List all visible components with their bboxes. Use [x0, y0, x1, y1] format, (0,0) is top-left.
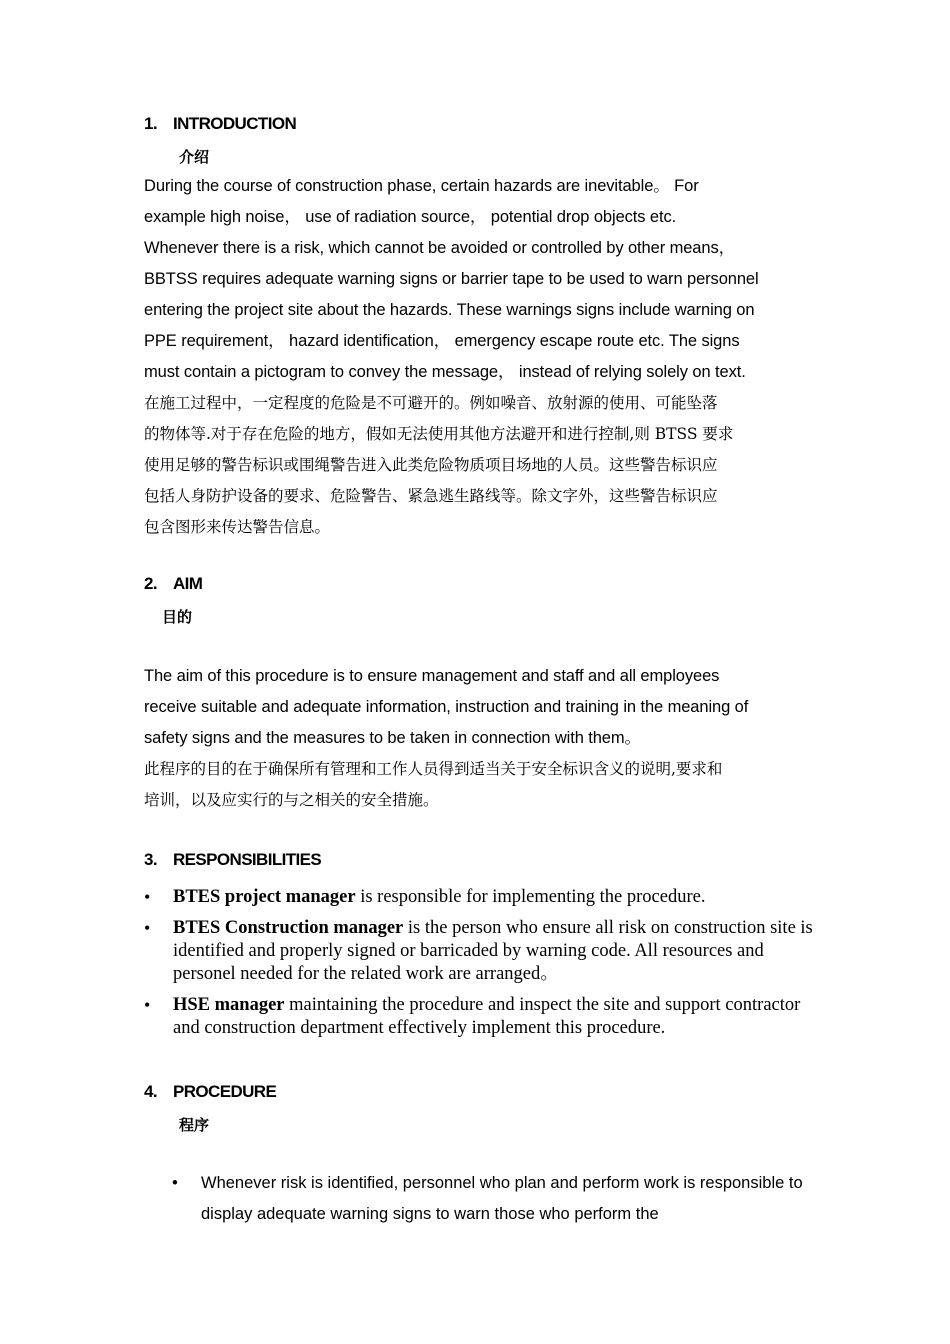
- text-line: entering the project site about the hazards. These warnings signs include warning on: [144, 301, 755, 319]
- bullet-icon: •: [144, 918, 151, 938]
- text-line: must contain a pictogram to convey the message， instead of relying solely on text.: [144, 363, 746, 381]
- section-title: AIM: [173, 574, 203, 593]
- role-name: HSE manager: [173, 995, 285, 1015]
- text-line: PPE requirement， hazard identification， emergency escape route etc. The signs: [144, 332, 740, 350]
- text-line: The aim of this procedure is to ensure management and staff and all employees: [144, 667, 720, 685]
- procedure-list: [172, 1168, 812, 1230]
- section-subtitle-cn: 目的: [162, 608, 193, 626]
- text-line: 包含图形来传达警告信息。: [144, 518, 331, 536]
- section-title: PROCEDURE: [173, 1082, 277, 1101]
- role-description: maintaining the procedure and inspect the site and support contractor and construction department effectively implement this procedure.: [173, 995, 801, 1038]
- role-description: is responsible for implementing the procedure.: [355, 887, 706, 907]
- list-item: [172, 1168, 812, 1230]
- list-item: [144, 994, 814, 1040]
- section-subtitle-cn: 程序: [179, 1116, 210, 1134]
- section-heading-responsibilities: [144, 850, 321, 870]
- section-heading-introduction: [144, 114, 296, 134]
- text-line: receive suitable and adequate information, instruction and training in the meaning of: [144, 698, 749, 716]
- text-line: 此程序的目的在于确保所有管理和工作人员得到适当关于安全标识含义的说明,要求和: [144, 760, 723, 778]
- section-number: 2.: [144, 574, 157, 593]
- role-description: is the person who ensure all risk on construction site is identified and properly signed or barricaded by warning code. All resources and personel needed for the related work are arranged。: [173, 918, 813, 984]
- text-line: 培训，以及应实行的与之相关的安全措施。: [144, 791, 439, 809]
- text-line: safety signs and the measures to be taken in connection with them。: [144, 729, 641, 747]
- bullet-icon: •: [144, 995, 151, 1015]
- text-line: 的物体等.对于存在危险的地方，假如无法使用其他方法避开和进行控制,则 BTSS 要求: [144, 425, 734, 443]
- section-title: INTRODUCTION: [173, 114, 297, 133]
- text-line: 在施工过程中，一定程度的危险是不可避开的。例如噪音、放射源的使用、可能坠落: [144, 394, 718, 412]
- role-name: BTES Construction manager: [173, 918, 404, 938]
- section-heading-procedure: [144, 1082, 276, 1102]
- aim-paragraph-en: [144, 661, 814, 754]
- section-number: 1.: [144, 114, 157, 133]
- text-line: example high noise， use of radiation source， potential drop objects etc.: [144, 208, 677, 226]
- text-line: During the course of construction phase, certain hazards are inevitable。 For: [144, 177, 699, 195]
- section-number: 3.: [144, 850, 157, 869]
- list-item: [144, 917, 814, 986]
- procedure-step-text: Whenever risk is identified, personnel who plan and perform work is responsible to display adequate warning signs to warn those who perform the: [201, 1174, 803, 1223]
- bullet-icon: •: [172, 1174, 178, 1192]
- section-heading-aim: [144, 574, 202, 594]
- introduction-paragraph-cn: [144, 388, 809, 543]
- role-name: BTES project manager: [173, 887, 356, 907]
- introduction-paragraph-en: [144, 171, 814, 388]
- text-line: Whenever there is a risk, which cannot be avoided or controlled by other means，: [144, 239, 735, 257]
- text-line: BBTSS requires adequate warning signs or barrier tape to be used to warn personnel: [144, 270, 759, 288]
- bullet-icon: •: [144, 887, 151, 907]
- section-number: 4.: [144, 1082, 157, 1101]
- section-title: RESPONSIBILITIES: [173, 850, 322, 869]
- section-subtitle-cn: 介绍: [179, 148, 210, 166]
- responsibilities-list: [144, 886, 814, 1048]
- text-line: 包括人身防护设备的要求、危险警告、紧急逃生路线等。除文字外，这些警告标识应: [144, 487, 718, 505]
- list-item: [144, 886, 814, 909]
- aim-paragraph-cn: [144, 754, 809, 816]
- text-line: 使用足够的警告标识或围绳警告进入此类危险物质项目场地的人员。这些警告标识应: [144, 456, 718, 474]
